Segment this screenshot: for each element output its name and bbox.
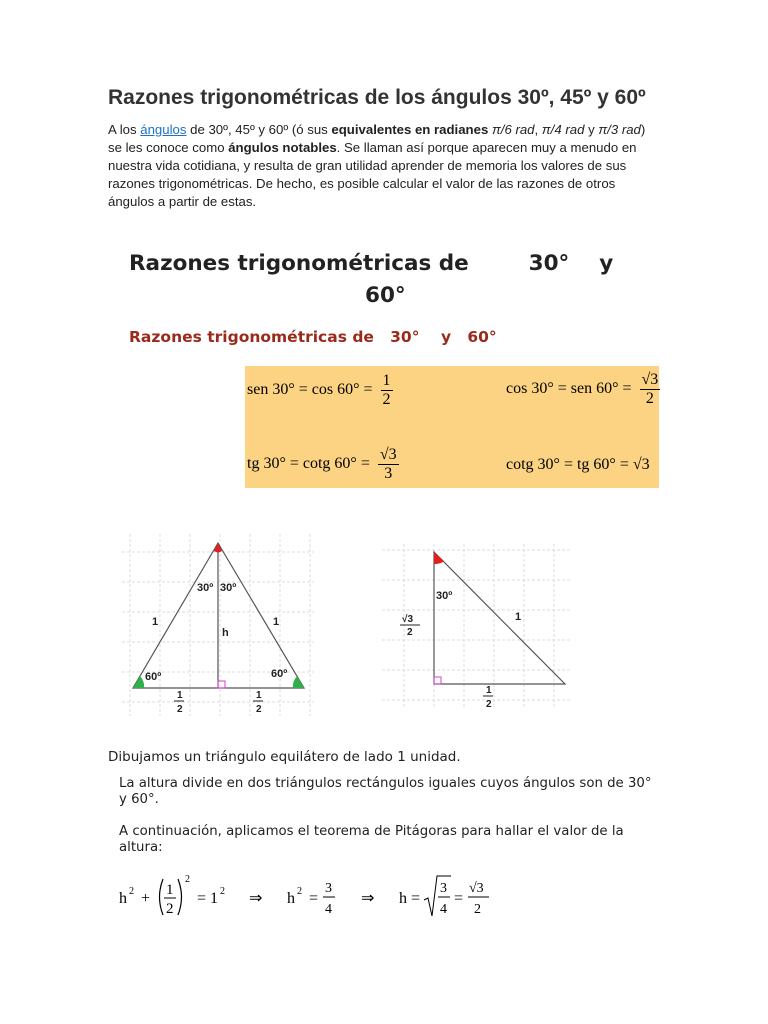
subheading: Razones trigonométricas de 30° y 60° bbox=[129, 328, 497, 346]
side-label-left: 1 bbox=[152, 616, 159, 628]
leg-den: 2 bbox=[407, 627, 413, 638]
intro-text: A los bbox=[108, 122, 141, 137]
angle-label-top-right: 30º bbox=[220, 582, 237, 594]
eq-h: h bbox=[287, 890, 295, 907]
eq-plus: + bbox=[141, 890, 151, 907]
section-heading bbox=[129, 248, 659, 312]
eq-sup: 2 bbox=[185, 874, 190, 885]
fraction-den: 2 bbox=[382, 391, 391, 408]
half-left-den: 2 bbox=[177, 704, 183, 715]
paragraph-altura: La altura divide en dos triángulos rectángulos iguales cuyos ángulos son de 30° y 60°. bbox=[119, 776, 652, 807]
eq-equals: = bbox=[454, 890, 464, 907]
eq-frac-num: √3 bbox=[469, 881, 484, 896]
eq-sup: 2 bbox=[297, 886, 302, 897]
formula-lhs: tg 30° = cotg 60° = bbox=[247, 455, 370, 473]
fraction bbox=[640, 371, 661, 408]
intro-paragraph bbox=[108, 121, 656, 211]
base-num: 1 bbox=[486, 685, 492, 696]
angle-label: 30º bbox=[436, 590, 453, 602]
intro-italic: π/4 rad bbox=[541, 122, 585, 137]
right-angle-mark bbox=[218, 681, 225, 688]
angle-label-left: 60º bbox=[145, 671, 162, 683]
side-label-right: 1 bbox=[273, 616, 280, 628]
section-heading-line2: 60° bbox=[365, 283, 406, 308]
fraction-den: 3 bbox=[384, 465, 393, 482]
eq-frac-num: 3 bbox=[440, 881, 447, 896]
formula-tg30 bbox=[247, 446, 399, 483]
eq-h: h bbox=[119, 890, 127, 907]
eq-sup: 2 bbox=[129, 886, 134, 897]
formula-cos30 bbox=[506, 371, 660, 408]
eq-frac-den: 4 bbox=[325, 902, 332, 917]
triangle-outline bbox=[434, 552, 565, 684]
side-label: 1 bbox=[515, 611, 522, 623]
eq-equals: = bbox=[309, 890, 319, 907]
section-heading-line1: Razones trigonométricas de 30° y bbox=[129, 251, 614, 276]
leg-num: √3 bbox=[402, 614, 414, 625]
fraction-num: 1 bbox=[382, 372, 391, 389]
eq-frac-den: 2 bbox=[166, 901, 174, 917]
formula-lhs: cos 30° = sen 60° = bbox=[506, 380, 632, 398]
half-right-den: 2 bbox=[256, 704, 262, 715]
formula-value: √3 bbox=[632, 456, 650, 473]
eq-frac-num: 1 bbox=[166, 882, 174, 898]
paren-left bbox=[160, 879, 164, 915]
angle-label-top-left: 30º bbox=[197, 582, 214, 594]
page-title: Razones trigonométricas de los ángulos 30º, 45º y 60º bbox=[108, 86, 646, 109]
intro-text: , bbox=[534, 122, 542, 137]
top-angle-mark bbox=[434, 552, 444, 564]
fraction-den: 2 bbox=[645, 390, 654, 407]
paragraph-pitagoras: A continuación, aplicamos el teorema de Pitágoras para hallar el valor de la altura: bbox=[119, 824, 624, 855]
paren-right bbox=[178, 879, 182, 915]
formula-lhs: cotg 30° = tg 60° = bbox=[506, 456, 629, 473]
base-den: 2 bbox=[486, 699, 492, 710]
implies-arrow: ⇒ bbox=[249, 890, 263, 907]
height-label: h bbox=[222, 627, 229, 639]
formula-sen30 bbox=[247, 372, 393, 409]
figure-caption: Dibujamos un triángulo equilátero de lado 1 unidad. bbox=[108, 749, 461, 765]
fraction-num: √3 bbox=[379, 446, 397, 463]
implies-arrow: ⇒ bbox=[361, 890, 375, 907]
eq-equals-one: = 1 bbox=[197, 890, 219, 907]
eq-sup: 2 bbox=[220, 886, 225, 897]
fraction bbox=[381, 372, 393, 409]
formula-lhs: sen 30° = cos 60° = bbox=[247, 381, 373, 399]
intro-italic: π/3 rad bbox=[598, 122, 641, 137]
eq-h-equals: h = bbox=[399, 890, 421, 907]
right-triangle-figure bbox=[378, 540, 574, 712]
angle-label-right: 60º bbox=[271, 668, 288, 680]
eq-frac-den: 2 bbox=[474, 902, 481, 917]
half-left-num: 1 bbox=[177, 690, 183, 701]
pythagoras-equation bbox=[119, 872, 619, 922]
formula-cotg30 bbox=[506, 456, 650, 474]
intro-text: ) se les conoce como bbox=[108, 122, 646, 155]
right-angle-mark bbox=[434, 677, 441, 684]
angulos-link[interactable]: ángulos bbox=[140, 122, 187, 137]
eq-frac-den: 4 bbox=[440, 902, 447, 917]
intro-text: de 30º, 45º y 60º (ó sus bbox=[186, 122, 332, 137]
fraction-num: √3 bbox=[641, 371, 659, 388]
intro-italic: π/6 rad bbox=[491, 122, 535, 137]
intro-bold: equivalentes en radianes bbox=[331, 122, 489, 137]
equilateral-triangle-figure bbox=[118, 530, 318, 720]
eq-frac-num: 3 bbox=[325, 881, 332, 896]
intro-text: y bbox=[584, 122, 599, 137]
intro-text: . Se llaman así porque aparecen muy a menudo en nuestra vida cotidiana, y resulta de gran utilidad aprender de memoria los valores de sus razones trigonométricas. De hecho, es posible calcular el valor de las razones de otros ángulos a partir de estas. bbox=[108, 140, 637, 209]
fraction bbox=[378, 446, 399, 483]
formula-box bbox=[245, 366, 659, 488]
intro-bold: ángulos notables bbox=[228, 140, 337, 155]
half-right-num: 1 bbox=[256, 690, 262, 701]
